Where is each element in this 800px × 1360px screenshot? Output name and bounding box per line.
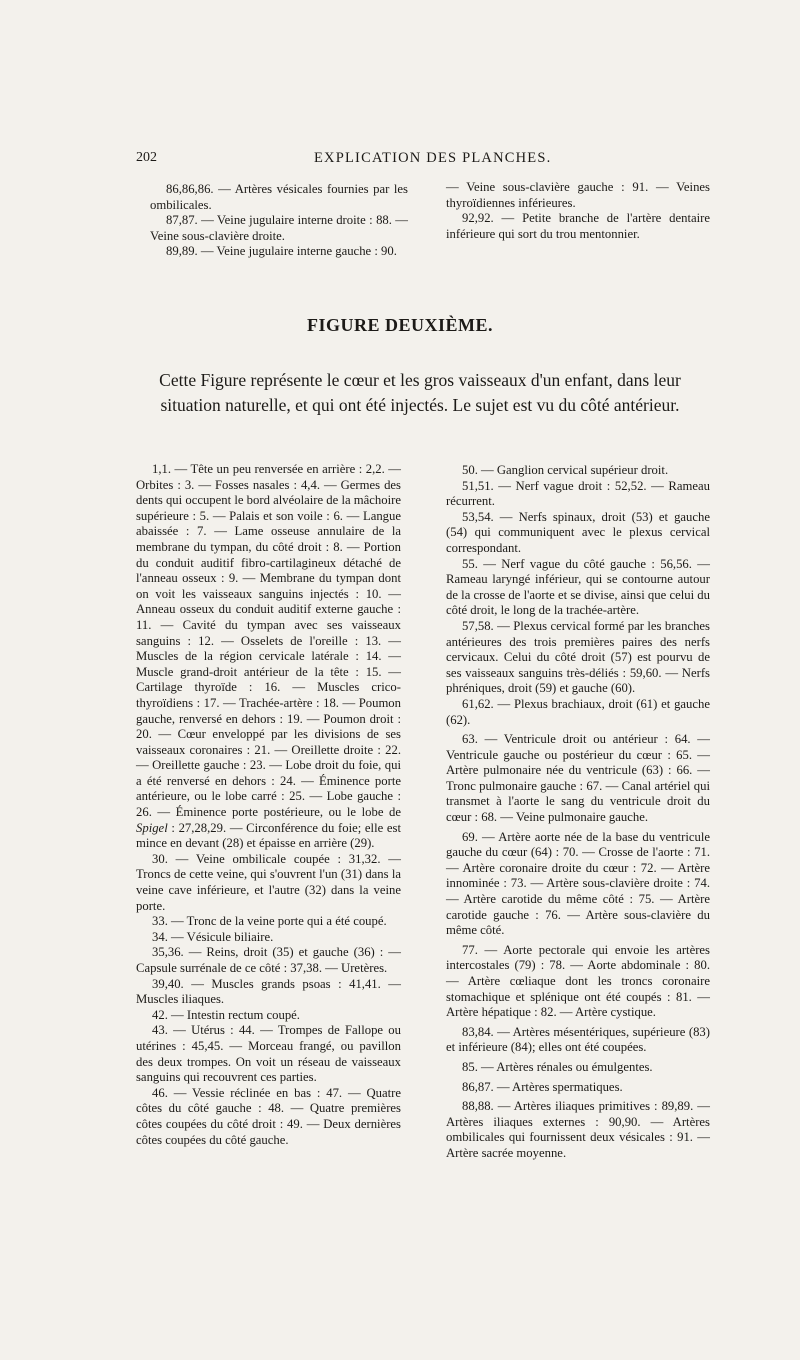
legend-entry: 43. — Utérus : 44. — Trompes de Fallope ou utérines : 45,45. — Morceau frangé, ou pavillon des deux trompes. On voit un réseau de vaisseaux sanguins qui recouvrent ces parties. — [136, 1023, 401, 1085]
legend-entry: 77. — Aorte pectorale qui envoie les artères intercostales (79) : 78. — Aorte abdominale : 80. — Artère cœliaque dont les troncs coronaire stomachique et splénique ont été coupés : 81. — Artère hépatique : 82. — Artère cystique. — [446, 942, 710, 1020]
legend-italic-name: Spigel — [136, 820, 168, 835]
legend-entry — [136, 462, 401, 852]
figure-title: FIGURE DEUXIÈME. — [306, 315, 493, 335]
legend-entry: 89,89. — Veine jugulaire interne gauche : 90. — [166, 244, 397, 259]
legend-entry: 63. — Ventricule droit ou antérieur : 64. — Ventricule gauche ou postérieur du cœur : 65. — Artère pulmonaire née du ventricule (63) : 66. — Tronc pulmonaire gauche : 67. — Canal artériel qui transmet à l'aorte le sang du ventricule droit du cœur : 68. — Veine pulmonaire gauche. — [446, 732, 710, 825]
legend-entry: 69. — Artère aorte née de la base du ventricule gauche du cœur (64) : 70. — Crosse de l'aorte : 71. — Artère coronaire droite du cœur : 72. — Artère innominée : 73. — Artère sous-clavière droite : 74. — Artère carotide du même côté : 75. — Artère carotide gauche : 76. — Artère sous-clavière du même côté. — [446, 829, 710, 938]
legend-entry: 83,84. — Artères mésentériques, supérieure (83) et inférieure (84); elles ont été coupées. — [446, 1024, 710, 1055]
page-header — [136, 150, 684, 170]
legend-entry: 87,87. — Veine jugulaire interne droite : 88. — Veine sous-clavière droite. — [150, 213, 408, 243]
legend-entry: 34. — Vésicule biliaire. — [152, 929, 274, 944]
legend-entry: 92,92. — Petite branche de l'artère dentaire inférieure qui sort du trou mentonnier. — [446, 211, 710, 241]
legend-entry: 85. — Artères rénales ou émulgentes. — [462, 1059, 653, 1074]
legend-entry: 86,86,86. — Artères vésicales fournies par les ombilicales. — [150, 182, 408, 212]
legend-entry: 57,58. — Plexus cervical formé par les branches antérieures des trois premières paires des nerfs cervicaux. Celui du côté droit (57) est pourvu de ses vaisseaux sanguins très-déliés : 59,60. — Nerfs phréniques, droit (59) et gauche (60). — [446, 618, 710, 696]
legend-entry: 46. — Vessie réclinée en bas : 47. — Quatre côtes du côté gauche : 48. — Quatre premières côtes coupées du côté droit : 49. — Deux dernières côtes coupées du côté gauche. — [136, 1085, 401, 1147]
page-number: 202 — [136, 150, 157, 165]
continuation-left-column — [150, 182, 408, 260]
legend-entry: 30. — Veine ombilicale coupée : 31,32. — Troncs de cette veine, qui s'ouvrent l'un (31) dans la veine cave inférieure, et l'autre (32) dans la veine porte. — [136, 851, 401, 913]
legend-entry: 51,51. — Nerf vague droit : 52,52. — Rameau récurrent. — [446, 478, 710, 509]
legend-entry: 42. — Intestin rectum coupé. — [152, 1007, 300, 1022]
continuation-right-column — [446, 180, 710, 242]
legend-entry: 61,62. — Plexus brachiaux, droit (61) et gauche (62). — [446, 696, 710, 727]
legend-entry: 86,87. — Artères spermatiques. — [462, 1079, 623, 1094]
legend-text: : 27,28,29. — Circonférence du foie; elle est mince en devant (28) et épaisse en arrière (29). — [136, 820, 401, 851]
figure-description: Cette Figure représente le cœur et les gros vaisseaux d'un enfant, dans leur situation naturelle, et qui ont été injectés. Le sujet est vu du côté antérieur. — [159, 370, 681, 415]
legend-entry: — Veine sous-clavière gauche : 91. — Veines thyroïdiennes inférieures. — [446, 180, 710, 210]
legend-left-column — [136, 462, 401, 1148]
legend-text: 1,1. — Tête un peu renversée en arrière : 2,2. — Orbites : 3. — Fosses nasales : 4,4. — Germes des dents qui occupent le bord alvéolaire de la mâchoire supérieure : 5. — Palais et son voile : 6. — Langue abaissée : 7. — Lame osseuse annulaire de la membrane du tympan, du côté droit : 8. — Portion du conduit auditif fibro-cartilagineux détaché de l'anneau osseux : 9. — Membrane du tympan dont on voit les vaisseaux sanguins injectés : 10. — Anneau osseux du conduit auditif externe gauche : 11. — Cavité du tympan avec ses vaisseaux sanguins : 12. — Osselets de l'oreille : 13. — Muscles de la région cervicale latérale : 14. — Muscle grand-droit antérieur de la tête : 15. — Cartilage thyroïde : 16. — Muscles crico-thyroïdiens : 17. — Trachée-artère : 18. — Poumon gauche, renversé en dehors : 19. — Poumon droit : 20. — Cœur enveloppé par les divisions de ses vaisseaux coronaires : 21. — Oreillette droite : 22. — Oreillette gauche : 23. — Lobe droit du foie, qui a été renversé en dehors : 24. — Éminence porte antérieure, ou le lobe carré : 25. — Lobe gauche : 26. — Éminence porte postérieure, ou le lobe de — [136, 462, 401, 820]
running-title: EXPLICATION DES PLANCHES. — [314, 150, 552, 166]
legend-entry: 39,40. — Muscles grands psoas : 41,41. — Muscles iliaques. — [136, 976, 401, 1007]
legend-entry: 35,36. — Reins, droit (35) et gauche (36) : — Capsule surrénale de ce côté : 37,38. — Uretères. — [136, 945, 401, 975]
legend-entry: 33. — Tronc de la veine porte qui a été coupé. — [152, 914, 387, 929]
legend-right-column — [446, 463, 710, 1162]
legend-entry: 88,88. — Artères iliaques primitives : 89,89. — Artères iliaques externes : 90,90. — Artères ombilicales qui fournissent deux vésicales : 91. — Artère sacrée moyenne. — [446, 1099, 710, 1160]
legend-entry: 50. — Ganglion cervical supérieur droit. — [462, 463, 669, 477]
legend-entry: 53,54. — Nerfs spinaux, droit (53) et gauche (54) qui communiquent avec le plexus cervical correspondant. — [446, 509, 710, 555]
legend-entry: 55. — Nerf vague du côté gauche : 56,56. — Rameau laryngé inférieur, qui se contourne autour de la crosse de l'aorte et se divise, ainsi que celui du côté droit, le long de la trachée-artère. — [446, 556, 710, 618]
